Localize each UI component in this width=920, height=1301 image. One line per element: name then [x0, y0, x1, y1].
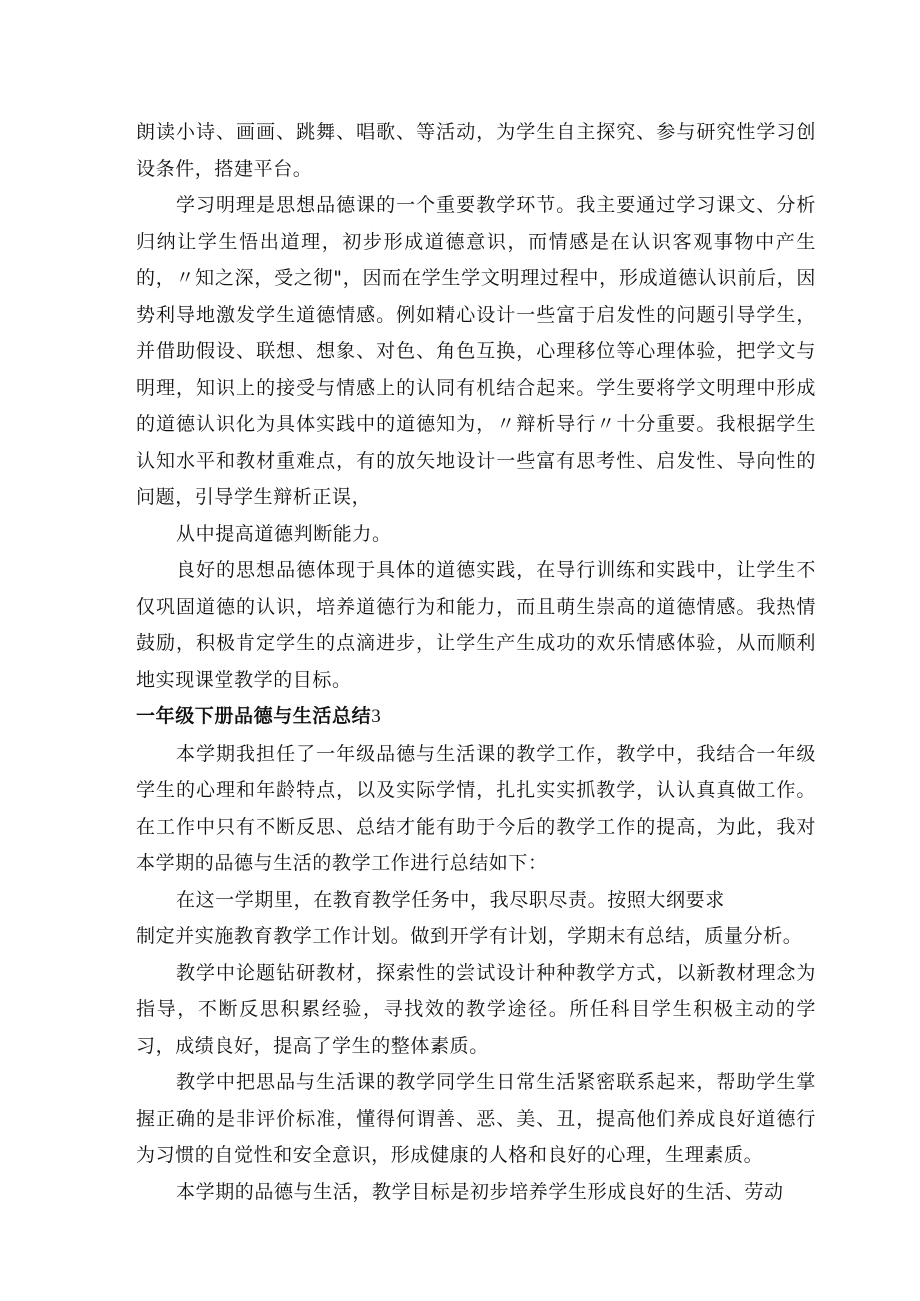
paragraph-semester-goal: 本学期的品德与生活，教学目标是初步培养学生形成良好的生活、劳动 — [176, 1180, 784, 1203]
paragraph-plan: 制定并实施教育教学工作计划。做到开学有计划，学期末有总结，质量分析。 — [136, 925, 803, 947]
section-heading-text: 一年级下册品德与生活总结 — [136, 705, 372, 727]
paragraph-teaching-methods: 教学中论题钻研教材，探索性的尝试设计种种教学方式，以新教材理念为指导，不断反思积累经验，寻找效的教学途径。所任科目学生积极主动的学习，成绩良好，提高了学生的整体素质。 — [136, 961, 816, 1057]
paragraph-learning-reasoning: 学习明理是思想品德课的一个重要教学环节。我主要通过学习课文、分析归纳让学生悟出道理，初步形成道德意识，而情感是在认识客观事物中产生的，〃知之深，受之彻"，因而在学生学文明理过程中，形成道德认识前后，因势利导地激发学生道德情感。例如精心设计一些富于启发性的问题引导学生，并借助假设、联想、想象、对色、角色互换，心理移位等心理体验，把学文与明理，知识上的接受与情感上的认同有机结合起来。学生要将学文明理中形成的道德认识化为具体实践中的道德知为，〃辩析导行〃十分重要。我根据学生认知水平和教材重难点，有的放矢地设计一些富有思考性、启发性、导向性的问题，引导学生辩析正误， — [136, 194, 816, 508]
paragraph-daily-life: 教学中把思品与生活课的教学同学生日常生活紧密联系起来，帮助学生掌握正确的是非评价标准，懂得何谓善、恶、美、丑，提高他们养成良好道德行为习惯的自觉性和安全意识，形成健康的人格和良好的心理，生理素质。 — [136, 1071, 816, 1166]
section-heading-number: 3 — [371, 706, 382, 727]
paragraph-moral-practice: 良好的思想品德体现于具体的道德实践，在导行训练和实践中，让学生不仅巩固道德的认识，培养道德行为和能力，而且萌生崇高的道德情感。我热情鼓励，积极肯定学生的点滴进步，让学生产生成功的欢乐情感体验，从而顺利地实现课堂教学的目标。 — [136, 559, 816, 691]
paragraph-judgment-ability: 从中提高道德判断能力。 — [176, 522, 392, 545]
paragraph-duty: 在这一学期里，在教育教学任务中，我尽职尽责。按照大纲要求 — [176, 888, 725, 911]
section-heading — [136, 698, 816, 736]
paragraph-semester-intro: 本学期我担任了一年级品德与生活课的教学工作，教学中，我结合一年级学生的心理和年龄特点，以及实际学情，扎扎实实抓教学，认认真真做工作。在工作中只有不断反思、总结才能有助于今后的教学工作的提高，为此，我对本学期的品德与生活的教学工作进行总结如下： — [136, 742, 816, 874]
document-body — [136, 114, 816, 1210]
paragraph-continued: 朗读小诗、画画、跳舞、唱歌、等活动，为学生自主探究、参与研究性学习创设条件，搭建平台。 — [136, 121, 816, 180]
